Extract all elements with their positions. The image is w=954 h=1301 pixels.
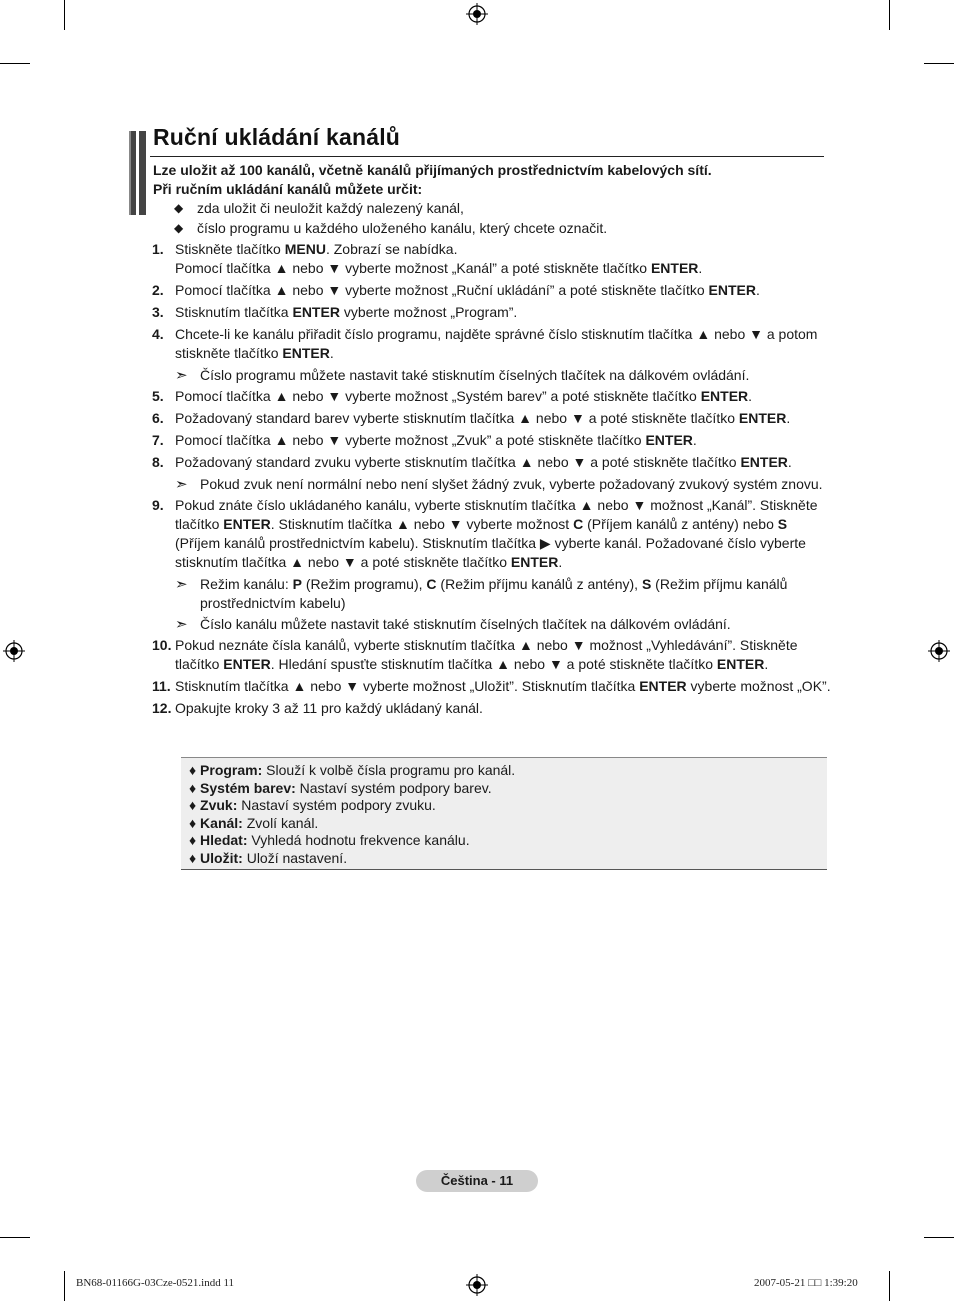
note-text: Číslo programu můžete nastavit také stisknutím číselných tlačítek na dálkovém ovládání.: [200, 367, 750, 383]
note-arrow-icon: ➣: [175, 476, 188, 493]
step-note: [175, 615, 832, 634]
step-item: [152, 240, 832, 278]
diamond-icon: ♦: [189, 832, 201, 848]
info-box: [181, 757, 827, 870]
page-number-badge: Čeština - 11: [416, 1170, 538, 1192]
step-item: [152, 325, 832, 363]
info-label: Hledat:: [200, 832, 248, 848]
list-item: [174, 199, 607, 219]
step-number: 7.: [152, 432, 164, 448]
info-text: Zvolí kanál.: [242, 814, 319, 831]
info-row: [189, 780, 827, 798]
step-number: 5.: [152, 388, 164, 404]
info-text: Nastaví systém podpory barev.: [295, 779, 492, 796]
step-text: Pomocí tlačítka ▲ nebo ▼ vyberte možnost „Systém barev” a poté stiskněte tlačítko ENTER.: [175, 388, 753, 404]
registration-mark-right: [928, 640, 950, 662]
step-item: [152, 281, 832, 300]
note-arrow-icon: ➣: [175, 616, 188, 633]
bullet-text: zda uložit či neuložit každý nalezený kanál,: [197, 200, 464, 216]
note-arrow-icon: ➣: [175, 367, 188, 384]
step-number: 12.: [152, 700, 172, 716]
note-text: Pokud zvuk není normální nebo není slyšet žádný zvuk, vyberte požadovaný zvukový systém znovu.: [200, 476, 823, 492]
registration-mark-bottom: [466, 1274, 488, 1296]
note-arrow-icon: ➣: [175, 576, 188, 593]
step-text: Stisknutím tlačítka ENTER vyberte možnost „Program”.: [175, 304, 518, 320]
diamond-icon: ♦: [189, 779, 201, 796]
info-text: Nastaví systém podpory zvuku.: [237, 797, 436, 813]
info-text: Vyhledá hodnotu frekvence kanálu.: [247, 832, 470, 848]
step-text: Stisknutím tlačítka ▲ nebo ▼ vyberte možnost „Uložit”. Stisknutím tlačítka ENTER vyberte možnost „OK”.: [175, 678, 831, 694]
info-label: Uložit:: [200, 849, 243, 866]
intro-line: Lze uložit až 100 kanálů, včetně kanálů přijímaných prostřednictvím kabelových sítí.: [153, 162, 712, 178]
step-number: 1.: [152, 241, 164, 257]
diamond-icon: ♦: [189, 797, 201, 813]
diamond-icon: ♦: [189, 762, 201, 778]
step-number: 4.: [152, 326, 164, 342]
step-text: Požadovaný standard barev vyberte stisknutím tlačítka ▲ nebo ▼ a poté stiskněte tlačítko ENTER.: [175, 410, 791, 426]
step-text: Pokud neznáte čísla kanálů, vyberte stisknutím tlačítka ▲ nebo ▼ možnost „Vyhledávání”. Stiskněte tlačítko ENTER. Hledání spusťte stisknutím tlačítka ▲ nebo ▼ a poté stiskněte tlačítko ENTER.: [175, 637, 798, 672]
step-item: [152, 409, 832, 428]
diamond-icon: ◆: [174, 220, 184, 235]
slug-timestamp: 2007-05-21 □□ 1:39:20: [754, 1277, 858, 1289]
step-text: Pomocí tlačítka ▲ nebo ▼ vyberte možnost „Zvuk” a poté stiskněte tlačítko ENTER.: [175, 432, 697, 448]
step-number: 10.: [152, 637, 172, 653]
step-item: [152, 453, 832, 472]
title-rule: [150, 156, 824, 157]
diamond-icon: ♦: [189, 849, 201, 866]
info-row: [189, 797, 827, 815]
slug-filename: BN68-01166G-03Cze-0521.indd 11: [76, 1277, 235, 1289]
info-row: [189, 815, 827, 833]
diamond-icon: ◆: [174, 201, 184, 215]
title-accent-gap: [136, 131, 139, 215]
info-row: [189, 850, 827, 868]
registration-mark-left: [3, 640, 25, 662]
page-title: Ruční ukládání kanálů: [153, 124, 401, 150]
info-label: Zvuk:: [200, 797, 238, 813]
step-number: 11.: [152, 678, 171, 694]
step-text: Pokud znáte číslo ukládaného kanálu, vyberte stisknutím tlačítka ▲ nebo ▼ možnost „Kanál”. Stiskněte tlačítko ENTER. Stisknutím tlačítka ▲ nebo ▼ vyberte možnost C (Příjem kanálů z antény) nebo S (Příjem kanálů prostřednictvím kabelu). Stisknutím tlačítka ▶ vyberte kanál. Požadované číslo vyberte stisknutím tlačítka ▲ nebo ▼ a poté stiskněte tlačítko ENTER.: [175, 497, 818, 570]
info-label: Systém barev:: [200, 779, 296, 796]
step-number: 6.: [152, 410, 164, 426]
list-item: [174, 219, 607, 239]
step-note: [175, 366, 832, 385]
step-item: [152, 699, 832, 718]
diamond-icon: ♦: [189, 814, 201, 831]
step-text: Stiskněte tlačítko MENU. Zobrazí se nabídka. Pomocí tlačítka ▲ nebo ▼ vyberte možnost „Kanál” a poté stiskněte tlačítko ENTER.: [175, 241, 703, 276]
registration-mark-top: [466, 3, 488, 25]
step-text: Pomocí tlačítka ▲ nebo ▼ vyberte možnost „Ruční ukládání” a poté stiskněte tlačítko ENTER.: [175, 282, 760, 298]
intro: [153, 161, 712, 199]
step-note: [175, 475, 832, 494]
steps-list: [152, 240, 832, 721]
bullet-text: číslo programu u každého uloženého kanálu, který chcete označit.: [197, 219, 608, 236]
step-item: [152, 636, 832, 674]
info-label: Kanál:: [200, 814, 243, 831]
info-label: Program:: [200, 762, 263, 778]
step-number: 8.: [152, 454, 164, 470]
info-text: Slouží k volbě čísla programu pro kanál.: [262, 762, 516, 778]
info-text: Uloží nastavení.: [242, 849, 348, 866]
info-row: [189, 762, 827, 780]
step-number: 3.: [152, 304, 164, 320]
step-text: Požadovaný standard zvuku vyberte stisknutím tlačítka ▲ nebo ▼ a poté stiskněte tlačítko ENTER.: [175, 454, 792, 470]
step-item: [152, 496, 832, 572]
step-text: Opakujte kroky 3 až 11 pro každý ukládaný kanál.: [175, 700, 483, 716]
note-text: Režim kanálu: P (Režim programu), C (Režim příjmu kanálů z antény), S (Režim příjmu kanálů prostřednictvím kabelu): [200, 576, 788, 611]
step-item: [152, 387, 832, 406]
intro-line: Při ručním ukládání kanálů můžete určit:: [153, 181, 423, 197]
info-row: [189, 832, 827, 850]
step-item: [152, 677, 832, 696]
step-note: [175, 575, 832, 613]
note-text: Číslo kanálu můžete nastavit také stisknutím číselných tlačítek na dálkovém ovládání.: [200, 616, 731, 632]
step-text: Chcete-li ke kanálu přiřadit číslo programu, najděte správné číslo stisknutím tlačítka ▲ nebo ▼ a potom stiskněte tlačítko ENTER.: [175, 326, 818, 361]
step-item: [152, 303, 832, 322]
step-item: [152, 431, 832, 450]
step-number: 2.: [152, 282, 164, 298]
bullet-list: [174, 199, 607, 238]
step-number: 9.: [152, 497, 164, 513]
